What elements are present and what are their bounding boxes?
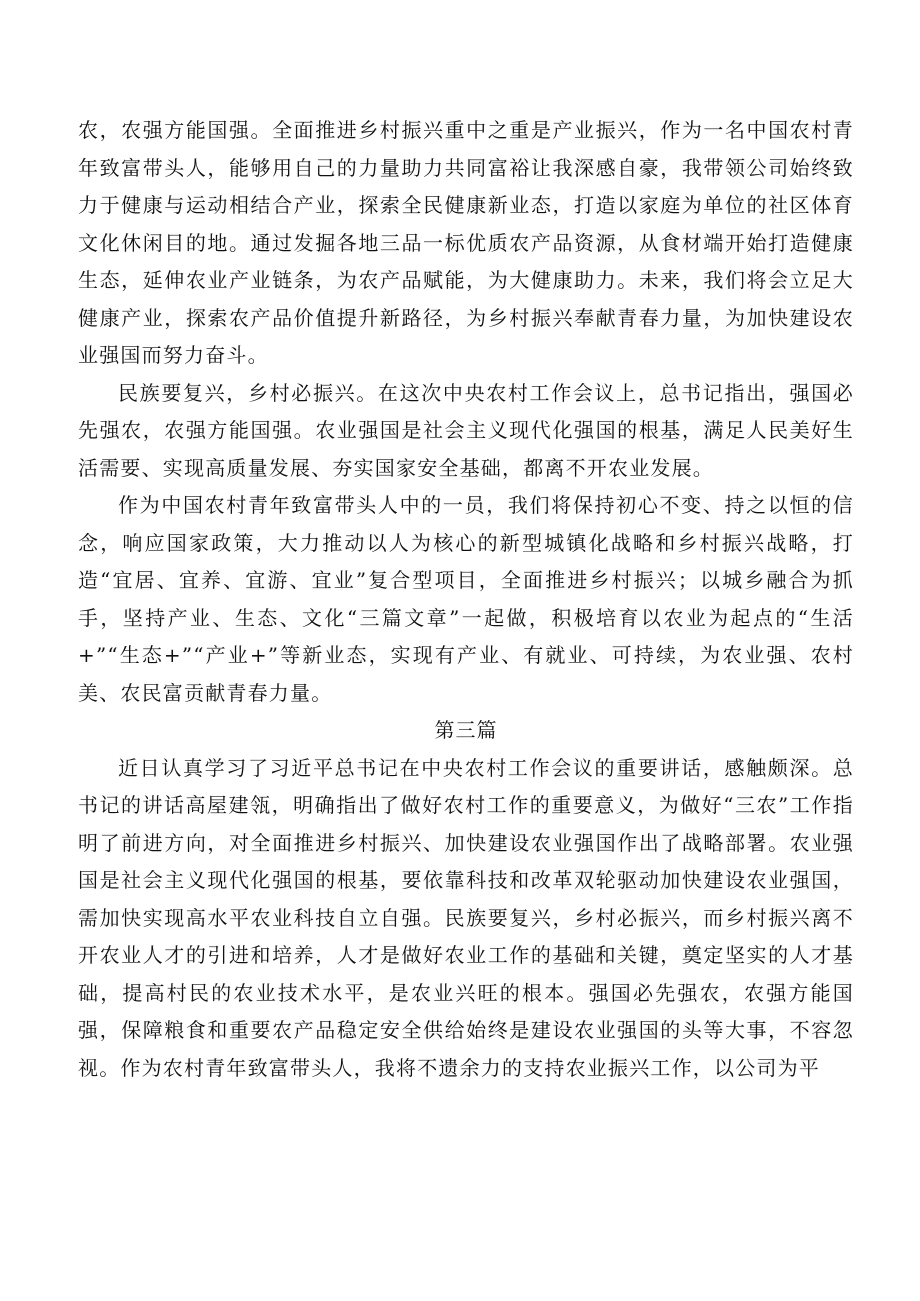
paragraph-2: 民族要复兴，乡村必振兴。在这次中央农村工作会议上，总书记指出，强国必先强农，农强方能国强。农业强国是社会主义现代化强国的根基，满足人民美好生活需要、实现高质量发展、夯实国家安全基础，都离不开农业发展。 [78,380,854,480]
section-title: 第三篇 [434,718,498,742]
paragraph-1: 农，农强方能国强。全面推进乡村振兴重中之重是产业振兴，作为一名中国农村青年致富带头人，能够用自己的力量助力共同富裕让我深感自豪，我带领公司始终致力于健康与运动相结合产业，探索全民健康新业态，打造以家庭为单位的社区体育文化休闲目的地。通过发掘各地三品一标优质农产品资源，从食材端开始打造健康生态，延伸农业产业链条，为农产品赋能，为大健康助力。未来，我们将会立足大健康产业，探索农产品价值提升新路径，为乡村振兴奉献青春力量，为加快建设农业强国而努力奋斗。 [78,118,854,367]
paragraph-3: 作为中国农村青年致富带头人中的一员，我们将保持初心不变、持之以恒的信念，响应国家政策，大力推动以人为核心的新型城镇化战略和乡村振兴战略，打造“宜居、宜养、宜游、宜业”复合型项目，全面推进乡村振兴；以城乡融合为抓手，坚持产业、生态、文化“三篇文章”一起做，积极培育以农业为起点的“生活+”“生态+”“产业+”等新业态，实现有产业、有就业、可持续，为农业强、农村美、农民富贡献青春力量。 [78,493,854,705]
paragraph-4: 近日认真学习了习近平总书记在中央农村工作会议的重要讲话，感触颇深。总书记的讲话高屋建瓴，明确指出了做好农村工作的重要意义，为做好“三农”工作指明了前进方向，对全面推进乡村振兴、加快建设农业强国作出了战略部署。农业强国是社会主义现代化强国的根基，要依靠科技和改革双轮驱动加快建设农业强国，需加快实现高水平农业科技自立自强。民族要复兴，乡村必振兴，而乡村振兴离不开农业人才的引进和培养，人才是做好农业工作的基础和关键，奠定坚实的人才基础，提高村民的农业技术水平，是农业兴旺的根本。强国必先强农，农强方能国强，保障粮食和重要农产品稳定安全供给始终是建设农业强国的头等大事，不容忽视。作为农村青年致富带头人，我将不遗余力的支持农业振兴工作，以公司为平 [78,755,854,1080]
document-page [78,112,854,1087]
